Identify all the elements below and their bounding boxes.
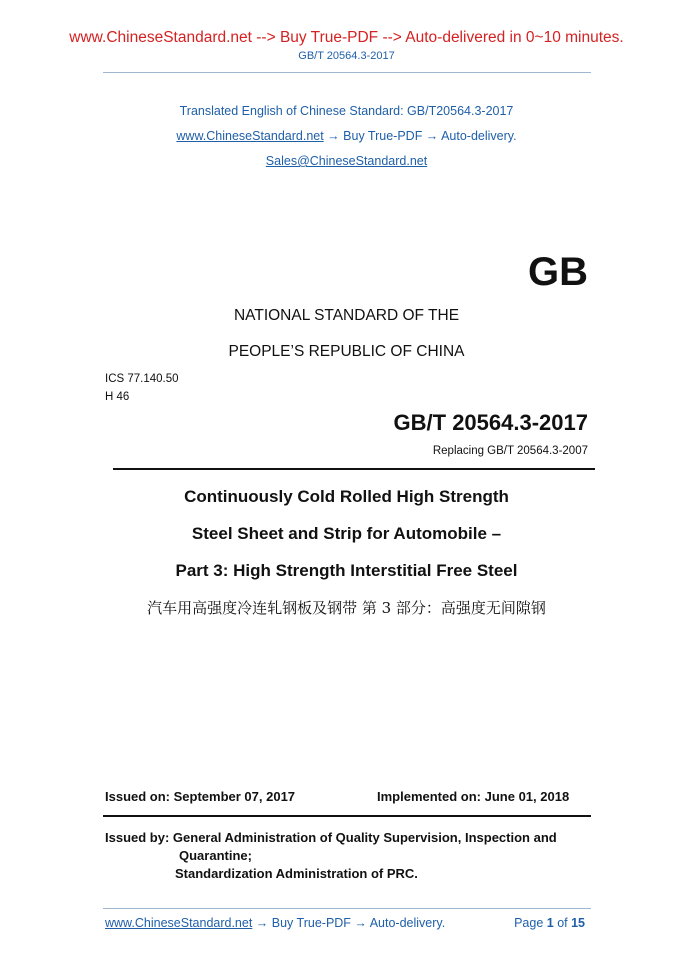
- dates-divider: [103, 815, 591, 817]
- ics-code: ICS 77.140.50: [105, 373, 179, 385]
- site-link[interactable]: www.ChineseStandard.net: [176, 129, 324, 143]
- title-line-1: Continuously Cold Rolled High Strength: [184, 487, 509, 506]
- implemented-on-date: Implemented on: June 01, 2018: [377, 789, 570, 804]
- title-divider: [113, 468, 595, 470]
- page-total: 15: [571, 916, 585, 930]
- issued-on-date: Issued on: September 07, 2017: [105, 789, 296, 804]
- page-indicator: [514, 916, 585, 930]
- chinese-title: 汽车用高强度冷连轧钢板及钢带 第 3 部分：高强度无间隙钢: [147, 599, 546, 617]
- issuer-line-3: Standardization Administration of PRC.: [175, 866, 418, 881]
- translation-notice: Translated English of Chinese Standard: GB/T20564.3-2017: [179, 104, 514, 118]
- issuer-line-1: Issued by: General Administration of Quality Supervision, Inspection and: [105, 830, 557, 845]
- footer-site-line: [105, 916, 445, 930]
- footer-site-rest: → Buy True-PDF → Auto-delivery.: [252, 916, 446, 930]
- site-line: [0, 129, 693, 143]
- page-current: 1: [546, 916, 554, 930]
- top-banner[interactable]: www.ChineseStandard.net --> Buy True-PDF --> Auto-delivered in 0~10 minutes.: [69, 29, 624, 46]
- ccs-code: H 46: [105, 391, 130, 403]
- footer-site-link[interactable]: www.ChineseStandard.net: [105, 916, 253, 930]
- national-standard-line-2: PEOPLE’S REPUBLIC OF CHINA: [228, 343, 465, 360]
- title-line-2: Steel Sheet and Strip for Automobile –: [191, 524, 502, 543]
- header-standard-code: GB/T 20564.3-2017: [298, 50, 395, 62]
- page-label: Page: [514, 916, 547, 930]
- national-standard-line-1: NATIONAL STANDARD OF THE: [233, 307, 460, 324]
- header-divider: [103, 72, 591, 73]
- issuer-line-2: Quarantine;: [179, 848, 252, 863]
- sales-line: [0, 154, 693, 168]
- replacing-note: Replacing GB/T 20564.3-2007: [432, 445, 588, 457]
- standard-number: GB/T 20564.3-2017: [393, 410, 588, 435]
- title-line-3: Part 3: High Strength Interstitial Free Steel: [175, 561, 518, 580]
- sales-email-link[interactable]: Sales@ChineseStandard.net: [265, 154, 428, 168]
- page-of: of: [553, 916, 572, 930]
- footer-divider: [103, 908, 591, 909]
- site-line-rest: → Buy True-PDF → Auto-delivery.: [323, 129, 517, 143]
- gb-logo: GB: [528, 250, 588, 294]
